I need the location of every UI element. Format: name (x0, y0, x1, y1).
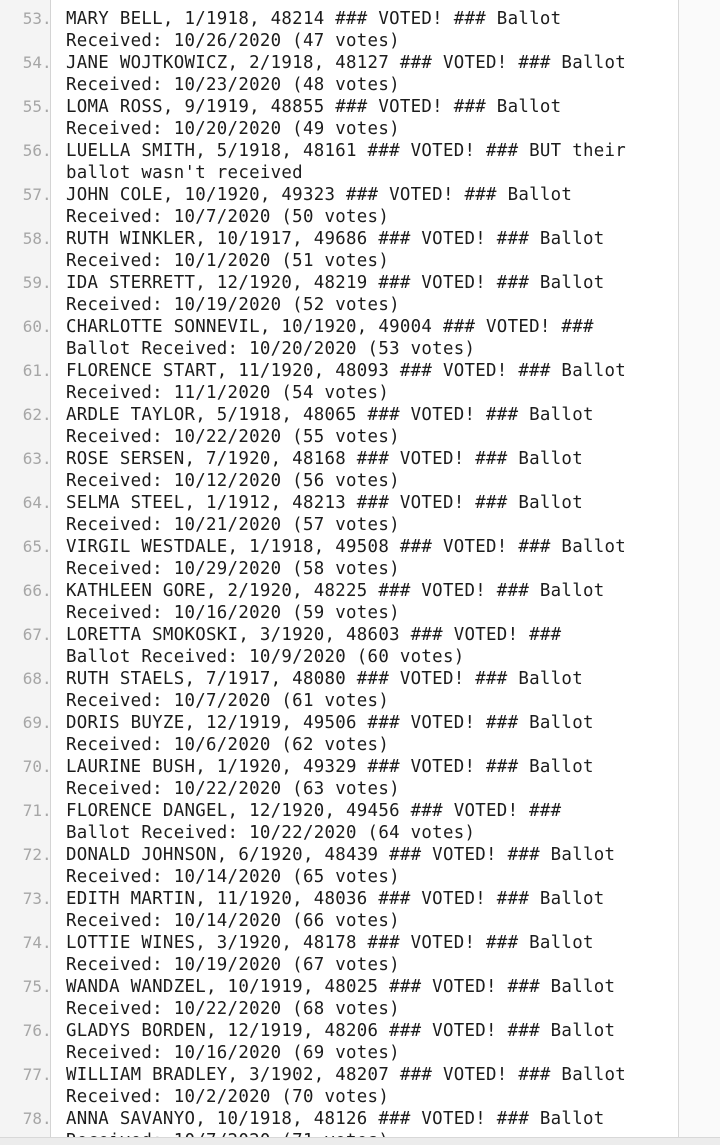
entry-line-1: KATHLEEN GORE, 2/1920, 48225 ### VOTED! ### Ballot (66, 581, 605, 601)
scrollbar-track[interactable] (679, 0, 720, 1145)
list-item (0, 668, 678, 712)
entry-text (66, 52, 678, 96)
entry-line-1: DORIS BUYZE, 12/1919, 49506 ### VOTED! ### Ballot (66, 713, 594, 733)
entry-line-1: MARY BELL, 1/1918, 48214 ### VOTED! ### Ballot (66, 9, 562, 29)
entry-text (66, 228, 678, 272)
entry-line-1: RUTH STAELS, 7/1917, 48080 ### VOTED! ### Ballot (66, 669, 583, 689)
entry-text (66, 712, 678, 756)
entry-line-1: IDA STERRETT, 12/1920, 48219 ### VOTED! ### Ballot (66, 273, 605, 293)
entry-text (66, 184, 678, 228)
line-number-dot: . (42, 537, 52, 556)
line-number: 70 (22, 757, 42, 776)
entry-text (66, 448, 678, 492)
entry-line-2: Received: 10/19/2020 (67 votes) (66, 955, 400, 975)
entry-text (66, 624, 678, 668)
entry-line-1: CHARLOTTE SONNEVIL, 10/1920, 49004 ### VOTED! ### (66, 317, 594, 337)
entry-line-1: FLORENCE DANGEL, 12/1920, 49456 ### VOTED! ### (66, 801, 562, 821)
list-item (0, 272, 678, 316)
line-number-dot: . (42, 493, 52, 512)
entry-line-2: Ballot Received: 10/20/2020 (53 votes) (66, 339, 476, 359)
line-number-dot: . (42, 845, 52, 864)
line-number: 59 (22, 273, 42, 292)
entry-line-1: LOMA ROSS, 9/1919, 48855 ### VOTED! ### Ballot (66, 97, 562, 117)
entry-text (66, 888, 678, 932)
entry-text (66, 1020, 678, 1064)
entry-line-2: Received: 10/22/2020 (68 votes) (66, 999, 400, 1019)
line-number: 69 (22, 713, 42, 732)
entry-text (66, 140, 678, 184)
entry-line-1: WILLIAM BRADLEY, 3/1902, 48207 ### VOTED! ### Ballot (66, 1065, 627, 1085)
line-number-dot: . (42, 361, 52, 380)
line-number-dot: . (42, 53, 52, 72)
line-number: 76 (22, 1021, 42, 1040)
line-number: 72 (22, 845, 42, 864)
line-number: 60 (22, 317, 42, 336)
entry-line-2: Received: 10/20/2020 (49 votes) (66, 119, 400, 139)
list-item (0, 844, 678, 888)
list-item (0, 404, 678, 448)
line-number: 58 (22, 229, 42, 248)
line-number: 73 (22, 889, 42, 908)
entry-text (66, 932, 678, 976)
line-number-dot: . (42, 801, 52, 820)
line-number-dot: . (42, 977, 52, 996)
line-number: 77 (22, 1065, 42, 1084)
line-number: 78 (22, 1109, 42, 1128)
line-number-dot: . (42, 669, 52, 688)
line-number: 62 (22, 405, 42, 424)
line-number: 75 (22, 977, 42, 996)
entry-text (66, 844, 678, 888)
line-number-dot: . (42, 1065, 52, 1084)
entry-text (66, 272, 678, 316)
entry-line-2: Ballot Received: 10/9/2020 (60 votes) (66, 647, 465, 667)
line-number-dot: . (42, 889, 52, 908)
list-item (0, 492, 678, 536)
entry-line-1: ANNA SAVANYO, 10/1918, 48126 ### VOTED! ### Ballot (66, 1109, 605, 1129)
entry-line-2: Received: 10/16/2020 (69 votes) (66, 1043, 400, 1063)
entry-text (66, 360, 678, 404)
entry-line-2: Received: 10/12/2020 (56 votes) (66, 471, 400, 491)
line-number: 71 (22, 801, 42, 820)
entry-line-1: LAURINE BUSH, 1/1920, 49329 ### VOTED! ### Ballot (66, 757, 594, 777)
list-item (0, 184, 678, 228)
list-item (0, 228, 678, 272)
entry-line-1: JANE WOJTKOWICZ, 2/1918, 48127 ### VOTED! ### Ballot (66, 53, 627, 73)
list-item (0, 712, 678, 756)
entry-line-2: Received: 10/1/2020 (51 votes) (66, 251, 390, 271)
entry-line-1: LUELLA SMITH, 5/1918, 48161 ### VOTED! ### BUT their (66, 141, 627, 161)
entry-line-1: VIRGIL WESTDALE, 1/1918, 49508 ### VOTED! ### Ballot (66, 537, 627, 557)
entry-line-2: Ballot Received: 10/22/2020 (64 votes) (66, 823, 476, 843)
list-item (0, 360, 678, 404)
line-number-dot: . (42, 141, 52, 160)
entry-line-2: Received: 10/2/2020 (70 votes) (66, 1087, 390, 1107)
line-number-dot: . (42, 581, 52, 600)
entry-line-2: Received: 10/23/2020 (48 votes) (66, 75, 400, 95)
list-item (0, 888, 678, 932)
list-item (0, 1020, 678, 1064)
line-number-dot: . (42, 97, 52, 116)
list-item (0, 52, 678, 96)
entry-text (66, 8, 678, 52)
entry-line-2: Received: 10/6/2020 (62 votes) (66, 735, 390, 755)
line-number-dot: . (42, 317, 52, 336)
entry-text (66, 404, 678, 448)
line-number: 57 (22, 185, 42, 204)
entry-line-2: Received: 11/1/2020 (54 votes) (66, 383, 390, 403)
entry-line-1: FLORENCE START, 11/1920, 48093 ### VOTED! ### Ballot (66, 361, 627, 381)
entry-line-2: Received: 10/19/2020 (52 votes) (66, 295, 400, 315)
entry-text (66, 756, 678, 800)
entry-line-2: ballot wasn't received (66, 163, 303, 183)
list-item (0, 932, 678, 976)
list-item (0, 536, 678, 580)
entry-line-1: SELMA STEEL, 1/1912, 48213 ### VOTED! ### Ballot (66, 493, 583, 513)
line-number-dot: . (42, 229, 52, 248)
entry-line-2: Received: 10/26/2020 (47 votes) (66, 31, 400, 51)
entry-text (66, 492, 678, 536)
list-item (0, 96, 678, 140)
line-number-dot: . (42, 185, 52, 204)
line-number-dot: . (42, 273, 52, 292)
entry-line-2: Received: 10/14/2020 (65 votes) (66, 867, 400, 887)
entry-line-1: WANDA WANDZEL, 10/1919, 48025 ### VOTED! ### Ballot (66, 977, 616, 997)
list-item (0, 316, 678, 360)
line-number: 61 (22, 361, 42, 380)
line-number: 63 (22, 449, 42, 468)
bottom-edge (0, 1137, 720, 1145)
entry-line-1: ROSE SERSEN, 7/1920, 48168 ### VOTED! ### Ballot (66, 449, 583, 469)
line-number-dot: . (42, 933, 52, 952)
entry-line-1: GLADYS BORDEN, 12/1919, 48206 ### VOTED! ### Ballot (66, 1021, 616, 1041)
line-number: 68 (22, 669, 42, 688)
entry-line-2: Received: 10/14/2020 (66 votes) (66, 911, 400, 931)
line-number: 53 (22, 9, 42, 28)
list-item (0, 580, 678, 624)
line-number: 65 (22, 537, 42, 556)
entry-text (66, 800, 678, 844)
entry-text (66, 976, 678, 1020)
entry-line-1: DONALD JOHNSON, 6/1920, 48439 ### VOTED! ### Ballot (66, 845, 616, 865)
list-item (0, 1064, 678, 1108)
line-number-dot: . (42, 9, 52, 28)
line-number: 74 (22, 933, 42, 952)
entry-text (66, 668, 678, 712)
list-item (0, 624, 678, 668)
entry-line-2: Received: 10/21/2020 (57 votes) (66, 515, 400, 535)
entry-line-2: Received: 10/29/2020 (58 votes) (66, 559, 400, 579)
line-number-dot: . (42, 1021, 52, 1040)
list-item (0, 140, 678, 184)
line-number-dot: . (42, 405, 52, 424)
entry-line-1: LORETTA SMOKOSKI, 3/1920, 48603 ### VOTED! ### (66, 625, 562, 645)
line-number-dot: . (42, 449, 52, 468)
list-item (0, 8, 678, 52)
entry-line-1: EDITH MARTIN, 11/1920, 48036 ### VOTED! ### Ballot (66, 889, 605, 909)
line-number-dot: . (42, 1109, 52, 1128)
line-number: 67 (22, 625, 42, 644)
entry-text (66, 580, 678, 624)
line-number-dot: . (42, 625, 52, 644)
line-number-dot: . (42, 757, 52, 776)
entry-line-2: Received: 10/22/2020 (63 votes) (66, 779, 400, 799)
entry-line-2: Received: 10/7/2020 (61 votes) (66, 691, 390, 711)
list-item (0, 976, 678, 1020)
entry-text (66, 1064, 678, 1108)
entry-text (66, 316, 678, 360)
line-number-dot: . (42, 713, 52, 732)
list-item (0, 448, 678, 492)
entry-line-1: LOTTIE WINES, 3/1920, 48178 ### VOTED! ### Ballot (66, 933, 594, 953)
entry-line-2: Received: 10/16/2020 (59 votes) (66, 603, 400, 623)
entry-line-1: JOHN COLE, 10/1920, 49323 ### VOTED! ### Ballot (66, 185, 573, 205)
list-item (0, 800, 678, 844)
entry-text (66, 96, 678, 140)
line-number: 64 (22, 493, 42, 512)
line-number: 56 (22, 141, 42, 160)
entry-line-1: ARDLE TAYLOR, 5/1918, 48065 ### VOTED! ### Ballot (66, 405, 594, 425)
right-divider (678, 0, 679, 1145)
line-number: 66 (22, 581, 42, 600)
entry-line-1: RUTH WINKLER, 10/1917, 49686 ### VOTED! ### Ballot (66, 229, 605, 249)
list-item (0, 756, 678, 800)
entry-line-2: Received: 10/7/2020 (50 votes) (66, 207, 390, 227)
line-number: 54 (22, 53, 42, 72)
line-number: 55 (22, 97, 42, 116)
entry-text (66, 536, 678, 580)
entry-line-2: Received: 10/22/2020 (55 votes) (66, 427, 400, 447)
